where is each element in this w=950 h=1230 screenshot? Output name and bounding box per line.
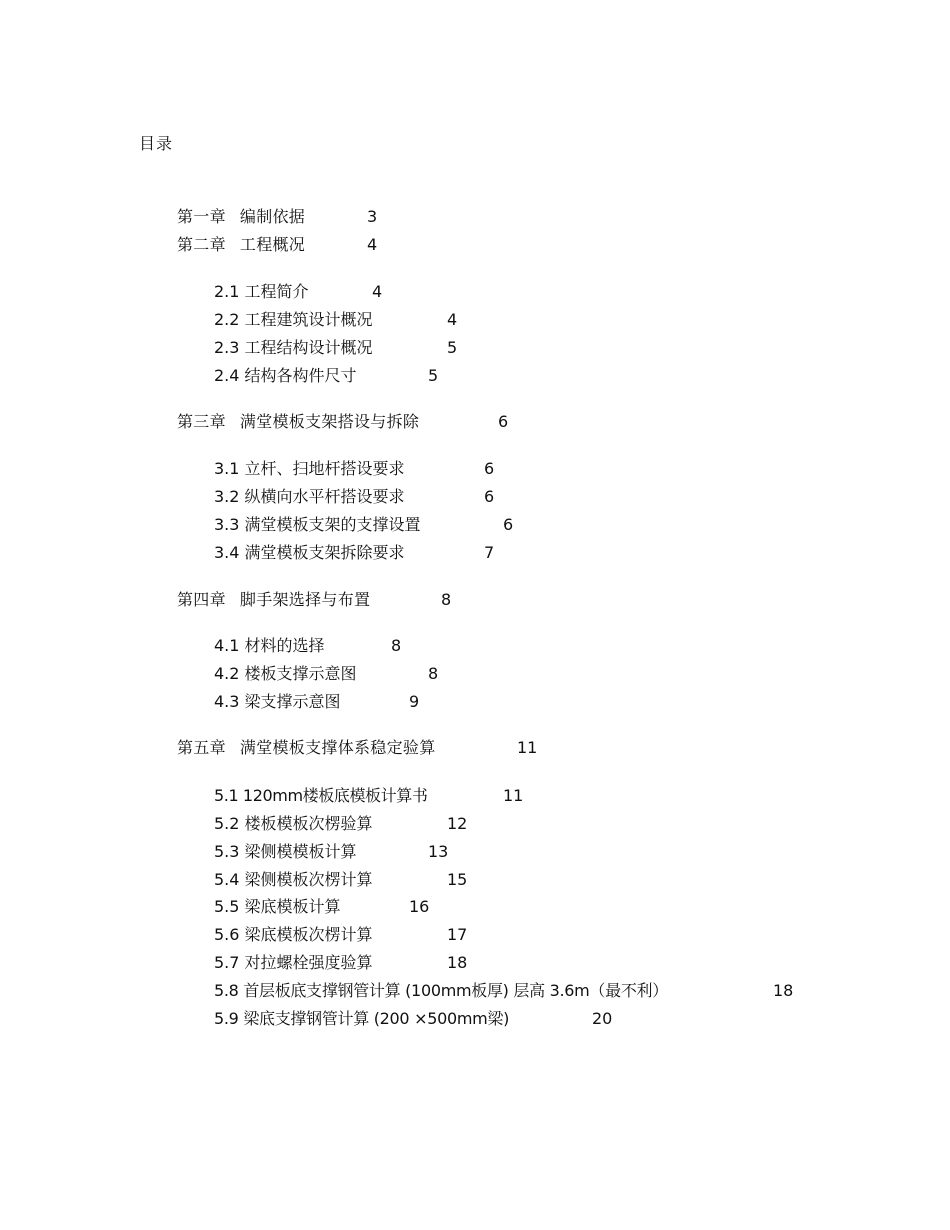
chapter-title: 工程概况: [239, 235, 306, 254]
toc-entry-label: [177, 234, 305, 256]
toc-entry-2-1[interactable]: [214, 281, 414, 303]
toc-entry-label: 2.2 工程建筑设计概况: [214, 310, 373, 329]
toc-page-number: 7: [484, 543, 495, 562]
toc-page-number: 18: [773, 981, 794, 1000]
toc-page-number: 13: [428, 842, 449, 861]
toc-entry-label: 5.5 梁底模板计算: [214, 897, 341, 916]
toc-entry-4-3[interactable]: [214, 691, 434, 713]
toc-entry-5-7[interactable]: [214, 952, 494, 974]
toc-page-number: 12: [447, 814, 468, 833]
toc-entry-chapter-3[interactable]: [177, 411, 527, 433]
toc-entry-label: [177, 589, 370, 611]
toc-entry-label: 5.9 梁底支撑钢管计算 (200 ×500mm梁): [214, 1009, 510, 1028]
toc-entry-chapter-1[interactable]: [177, 206, 437, 228]
toc-page-number: 16: [409, 897, 430, 916]
toc-entry-5-9[interactable]: [214, 1008, 634, 1030]
toc-entry-3-3[interactable]: [214, 514, 534, 536]
chapter-number: 第五章: [177, 738, 226, 757]
toc-entry-label: 5.2 楼板模板次楞验算: [214, 814, 373, 833]
toc-page-number: 8: [428, 664, 439, 683]
toc-entry-5-3[interactable]: [214, 841, 474, 863]
toc-entry-label: [177, 411, 419, 433]
toc-entry-5-6[interactable]: [214, 924, 494, 946]
chapter-title: 满堂模板支撑体系稳定验算: [239, 738, 436, 757]
toc-page-number: 4: [367, 235, 378, 254]
chapter-number: 第二章: [177, 235, 226, 254]
toc-entry-5-4[interactable]: [214, 869, 494, 891]
chapter-number: 第三章: [177, 412, 226, 431]
toc-entry-label: 5.1 120mm楼板底模板计算书: [214, 786, 428, 805]
toc-entry-4-2[interactable]: [214, 663, 454, 685]
toc-entry-chapter-5[interactable]: [177, 737, 557, 759]
toc-entry-label: 5.3 梁侧模模板计算: [214, 842, 357, 861]
toc-page-number: 6: [484, 459, 495, 478]
toc-page-number: 11: [503, 786, 524, 805]
toc-entry-label: 4.1 材料的选择: [214, 636, 325, 655]
toc-entry-label: 5.4 梁侧模板次楞计算: [214, 870, 373, 889]
chapter-number: 第四章: [177, 590, 226, 609]
toc-entry-5-5[interactable]: [214, 896, 454, 918]
toc-page-number: 4: [372, 282, 383, 301]
toc-entry-label: 2.3 工程结构设计概况: [214, 338, 373, 357]
toc-page-number: 8: [391, 636, 402, 655]
toc-entry-label: [177, 206, 305, 228]
chapter-number: 第一章: [177, 207, 226, 226]
toc-entry-label: 3.3 满堂模板支架的支撑设置: [214, 515, 421, 534]
toc-page-number: 18: [447, 953, 468, 972]
toc-entry-label: 5.8 首层板底支撑钢管计算 (100mm板厚) 层高 3.6m（最不利）: [214, 981, 668, 1000]
toc-entry-label: 3.4 满堂模板支架拆除要求: [214, 543, 405, 562]
toc-entry-label: 2.1 工程简介: [214, 282, 309, 301]
chapter-title: 脚手架选择与布置: [239, 590, 371, 609]
toc-entry-2-2[interactable]: [214, 309, 474, 331]
toc-page-number: 11: [517, 738, 538, 757]
toc-entry-3-1[interactable]: [214, 458, 514, 480]
toc-page-number: 17: [447, 925, 468, 944]
toc-entry-5-8[interactable]: [214, 980, 814, 1002]
toc-entry-2-4[interactable]: [214, 365, 454, 387]
toc-entry-chapter-4[interactable]: [177, 589, 467, 611]
toc-entry-label: 3.2 纵横向水平杆搭设要求: [214, 487, 405, 506]
toc-page-number: 6: [484, 487, 495, 506]
chapter-title: 满堂模板支架搭设与拆除: [239, 412, 420, 431]
toc-entry-label: 3.1 立杆、扫地杆搭设要求: [214, 459, 405, 478]
toc-entry-3-2[interactable]: [214, 486, 514, 508]
toc-entry-3-4[interactable]: [214, 542, 514, 564]
toc-entry-label: 5.7 对拉螺栓强度验算: [214, 953, 373, 972]
toc-entry-label: [177, 737, 436, 759]
toc-page-number: 15: [447, 870, 468, 889]
toc-title: 目录: [139, 134, 174, 153]
toc-page-number: 5: [428, 366, 439, 385]
toc-page-number: 5: [447, 338, 458, 357]
toc-page-number: 4: [447, 310, 458, 329]
toc-entry-label: 4.3 梁支撑示意图: [214, 692, 341, 711]
toc-page-number: 3: [367, 207, 378, 226]
toc-entry-label: 4.2 楼板支撑示意图: [214, 664, 357, 683]
chapter-title: 编制依据: [239, 207, 306, 226]
toc-entry-4-1[interactable]: [214, 635, 414, 657]
toc-page-number: 6: [498, 412, 509, 431]
toc-page-number: 9: [409, 692, 420, 711]
toc-page-number: 8: [441, 590, 452, 609]
toc-entry-5-2[interactable]: [214, 813, 494, 835]
toc-entry-5-1[interactable]: [214, 785, 534, 807]
toc-page-number: 6: [503, 515, 514, 534]
toc-page-number: 20: [592, 1009, 613, 1028]
toc-entry-2-3[interactable]: [214, 337, 474, 359]
toc-entry-label: 5.6 梁底模板次楞计算: [214, 925, 373, 944]
toc-entry-label: 2.4 结构各构件尺寸: [214, 366, 357, 385]
toc-entry-chapter-2[interactable]: [177, 234, 437, 256]
